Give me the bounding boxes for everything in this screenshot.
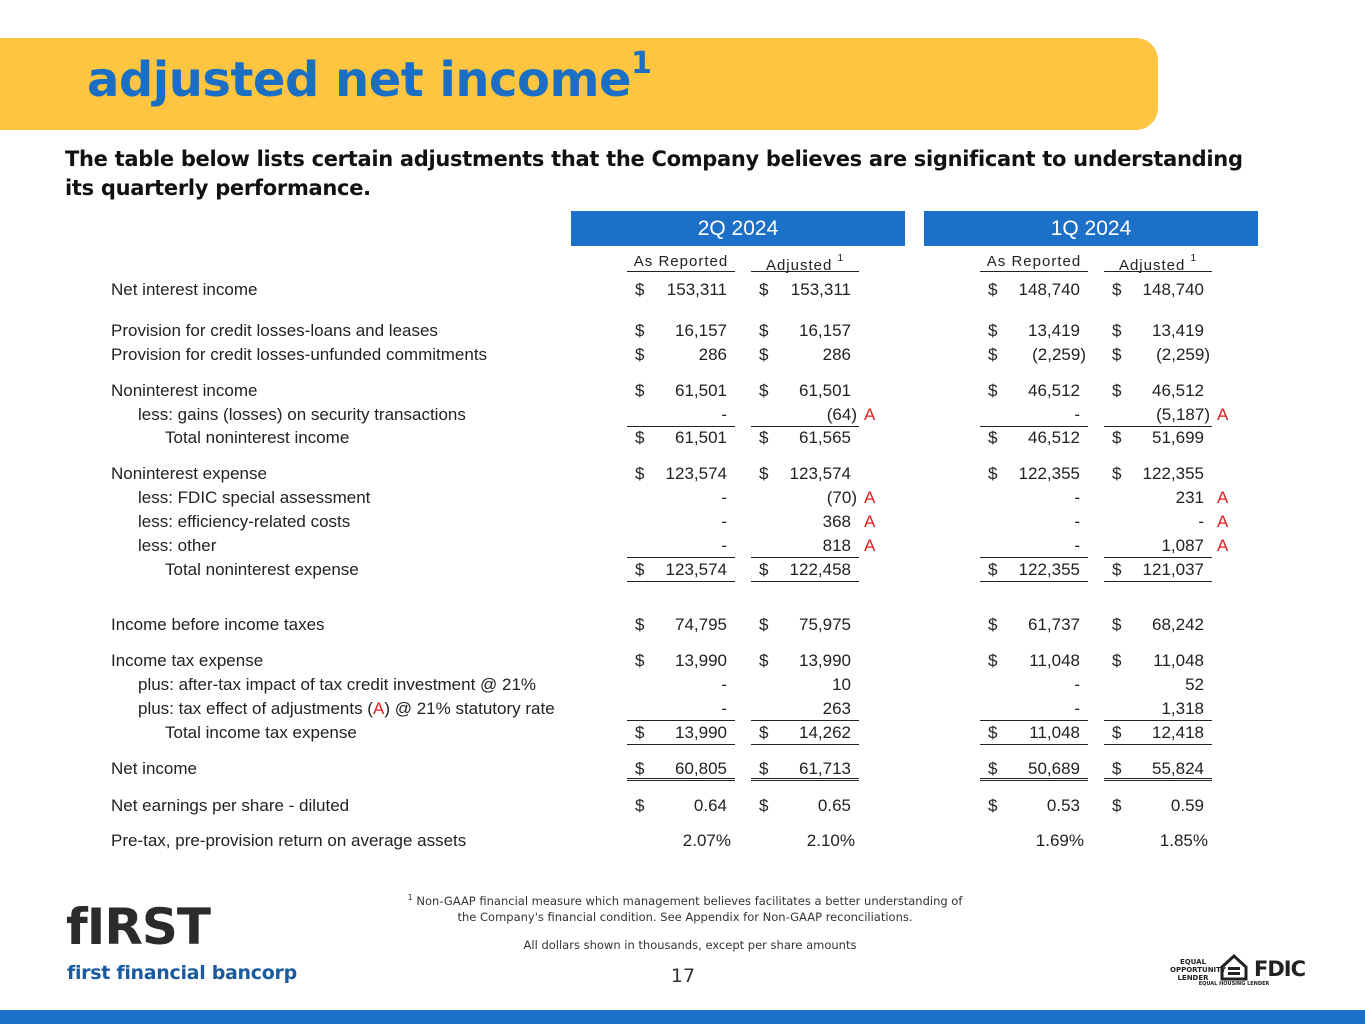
adjustment-marker: A (1217, 512, 1229, 531)
row-label: Total income tax expense (165, 723, 357, 742)
table-cell: 1,318 (1104, 697, 1212, 721)
row-label: Income tax expense (111, 651, 264, 670)
table-cell: 52 (1185, 675, 1204, 694)
table-cell: $ 46,512 (988, 381, 1080, 400)
table-row (0, 278, 1365, 302)
fdic-badge: FDIC (1254, 957, 1306, 981)
adjustment-marker: A (864, 536, 876, 555)
table-row (0, 829, 1365, 853)
row-label: Income before income taxes (111, 615, 325, 634)
table-cell: - (721, 488, 727, 507)
table-cell: $ 12,418 (1104, 721, 1212, 745)
table-cell: 1.85% (1159, 831, 1208, 850)
table-cell: $ 13,419 (1112, 321, 1204, 340)
table-row (0, 462, 1365, 486)
period-header-2q2024: 2Q 2024 (571, 211, 905, 246)
table-cell: $ 123,574 (635, 464, 727, 483)
table-cell: (5,187) (1104, 403, 1212, 427)
table-cell: $ 123,574 (759, 464, 851, 483)
table-cell: $ 61,565 (759, 428, 851, 447)
table-cell: - (1074, 488, 1080, 507)
page-number: 17 (670, 965, 696, 987)
table-cell: $ 153,311 (635, 280, 727, 299)
table-cell: - (1198, 512, 1204, 531)
adjustment-marker: A (1217, 536, 1229, 555)
table-row (0, 613, 1365, 637)
table-cell: 1.69% (1035, 831, 1084, 850)
table-row (0, 757, 1365, 781)
col-header-as-reported-2q: As Reported (627, 252, 735, 272)
table-cell: $ 0.64 (635, 796, 727, 815)
row-label: Provision for credit losses-loans and leases (111, 321, 438, 340)
table-cell: - (1074, 512, 1080, 531)
table-cell: $ 148,740 (988, 280, 1080, 299)
row-label: Total noninterest expense (165, 560, 359, 579)
table-cell: 10 (832, 675, 851, 694)
table-cell: $ 286 (759, 345, 851, 364)
table-row (0, 558, 1365, 582)
adjustment-marker: A (864, 405, 876, 424)
table-cell: $ 11,048 (1112, 651, 1204, 670)
table-cell: $ 122,355 (988, 464, 1080, 483)
table-cell: 818 (751, 534, 859, 558)
table-row (0, 510, 1365, 534)
row-label: Net interest income (111, 280, 258, 299)
table-cell: $ 61,501 (635, 428, 727, 447)
table-cell: $ 148,740 (1112, 280, 1204, 299)
table-row (0, 721, 1365, 745)
table-cell: $ 122,355 (1112, 464, 1204, 483)
table-cell: $ 121,037 (1104, 558, 1212, 582)
row-label: Provision for credit losses-unfunded commitments (111, 345, 488, 364)
table-row (0, 794, 1365, 818)
table-cell: $ 46,512 (1112, 381, 1204, 400)
table-cell: 1,087 (1104, 534, 1212, 558)
equal-housing-lender-label: EQUAL HOUSING LENDER (1198, 981, 1270, 987)
adjustment-marker: A (864, 512, 876, 531)
table-row (0, 649, 1365, 673)
table-cell: $ 286 (635, 345, 727, 364)
table-cell: $ 153,311 (759, 280, 851, 299)
table-row (0, 673, 1365, 697)
company-logo-mark: fIRST (66, 898, 210, 956)
table-cell: - (721, 675, 727, 694)
bottom-bar (0, 1010, 1365, 1024)
row-label: Total noninterest income (165, 428, 350, 447)
table-cell: $ 68,242 (1112, 615, 1204, 634)
table-cell: $ 13,990 (759, 651, 851, 670)
table-row (0, 403, 1365, 427)
table-cell: $ 13,990 (635, 651, 727, 670)
table-cell: $ 11,048 (980, 721, 1088, 745)
col-header-adjusted-1q: Adjusted $^1$ (1104, 252, 1212, 272)
table-cell: - (980, 534, 1088, 558)
col-header-as-reported-1q: As Reported (980, 252, 1088, 272)
table-cell: $ 50,689 (980, 757, 1088, 781)
table-cell: $ 61,501 (635, 381, 727, 400)
adjustment-marker: A (1217, 405, 1229, 424)
table-cell: - (980, 697, 1088, 721)
table-cell: - (980, 403, 1088, 427)
table-row (0, 486, 1365, 510)
table-cell: $ 16,157 (759, 321, 851, 340)
period-header-1q2024: 1Q 2024 (924, 211, 1258, 246)
row-label: Noninterest income (111, 381, 258, 400)
table-cell: $ 14,262 (751, 721, 859, 745)
table-cell: $ 51,699 (1112, 428, 1204, 447)
table-cell: $ 13,990 (627, 721, 735, 745)
table-cell: 231 (1175, 488, 1204, 507)
row-label: Net earnings per share - diluted (111, 796, 350, 815)
table-cell: $ 122,458 (751, 558, 859, 582)
table-cell: $ 61,501 (759, 381, 851, 400)
intro-text: The table below lists certain adjustments that the Company believes are significant to understanding its quarterly performance. (65, 147, 1243, 200)
footnote: $^1$ Non-GAAP financial measure which management believes facilitates a better understanding of the Company's financial condition. See Appendix for Non-GAAP reconciliations. (407, 893, 963, 924)
table-cell: 263 (751, 697, 859, 721)
table-cell: $ (2,259) (988, 345, 1086, 364)
table-row (0, 379, 1365, 403)
table-row (0, 697, 1365, 721)
row-label: plus: tax effect of adjustments (A) @ 21% statutory rate (138, 699, 555, 718)
table-cell: - (627, 697, 735, 721)
page-title: adjusted net income$^1$ (87, 46, 652, 108)
table-row (0, 426, 1365, 450)
row-label: Noninterest expense (111, 464, 267, 483)
table-cell: - (721, 512, 727, 531)
table-cell: 2.10% (806, 831, 855, 850)
table-cell: $ 16,157 (635, 321, 727, 340)
table-row (0, 343, 1365, 367)
table-cell: $ 0.65 (759, 796, 851, 815)
table-cell: $ 46,512 (988, 428, 1080, 447)
equal-opportunity-lender-badge: EQUAL OPPORTUNITY LENDER (1170, 958, 1227, 982)
row-label: less: gains (losses) on security transactions (138, 405, 466, 424)
col-header-adjusted-2q: Adjusted $^1$ (751, 252, 859, 272)
table-cell: $ 122,355 (980, 558, 1088, 582)
table-cell: $ 0.53 (988, 796, 1080, 815)
row-label: Pre-tax, pre-provision return on average assets (111, 831, 467, 850)
row-label: less: efficiency-related costs (138, 512, 351, 531)
table-cell: (64) (751, 403, 859, 427)
table-cell: $ 11,048 (988, 651, 1080, 670)
table-cell: $ 61,713 (751, 757, 859, 781)
dollars-note: All dollars shown in thousands, except per share amounts (523, 938, 857, 952)
table-row (0, 534, 1365, 558)
row-label: less: other (138, 536, 217, 555)
table-cell: $ 74,795 (635, 615, 727, 634)
row-label: less: FDIC special assessment (138, 488, 371, 507)
table-cell: $ 55,824 (1104, 757, 1212, 781)
row-label: Net income (111, 759, 197, 778)
table-cell: $ 123,574 (627, 558, 735, 582)
table-cell: $ (2,259) (1112, 345, 1210, 364)
table-cell: 368 (822, 512, 851, 531)
table-cell: $ 0.59 (1112, 796, 1204, 815)
company-logo-name: first financial bancorp (67, 962, 297, 984)
table-cell: (70) (826, 488, 857, 507)
table-cell: 2.07% (682, 831, 731, 850)
table-row (0, 319, 1365, 343)
table-cell: - (1074, 675, 1080, 694)
adjustment-marker: A (864, 488, 876, 507)
row-label: plus: after-tax impact of tax credit investment @ 21% (138, 675, 537, 694)
table-cell: $ 75,975 (759, 615, 851, 634)
table-cell: - (627, 403, 735, 427)
table-cell: $ 61,737 (988, 615, 1080, 634)
table-cell: - (627, 534, 735, 558)
table-cell: $ 13,419 (988, 321, 1080, 340)
adjustment-marker: A (1217, 488, 1229, 507)
table-cell: $ 60,805 (627, 757, 735, 781)
